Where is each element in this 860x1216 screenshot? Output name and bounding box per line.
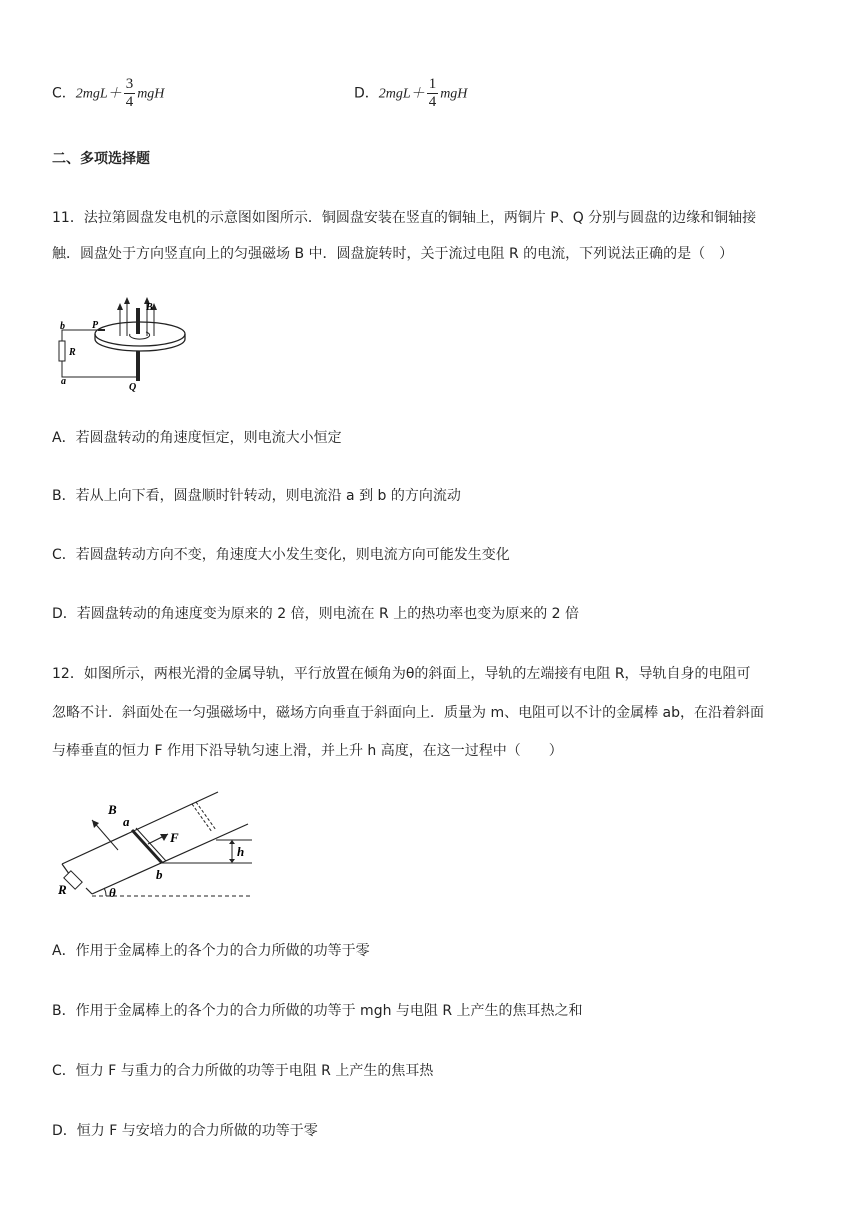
option-label: C． — [52, 85, 76, 102]
fraction-denominator: 4 — [125, 94, 134, 110]
q11-option-a: A．若圆盘转动的角速度恒定，则电流大小恒定 — [52, 430, 342, 446]
q10-option-d — [354, 76, 467, 111]
label-B: B — [146, 302, 153, 313]
label-h: h — [237, 844, 245, 859]
q10-option-c — [52, 76, 164, 111]
q12-option-c: C．恒力 F 与重力的合力所做的功等于电阻 R 上产生的焦耳热 — [52, 1063, 434, 1079]
label-b: b — [60, 321, 65, 332]
label-B: B — [108, 802, 117, 817]
math-expression: 2mgL＋ — [378, 86, 425, 102]
q11-option-d: D．若圆盘转动的角速度变为原来的 2 倍，则电流在 R 上的热功率也变为原来的 2 倍 — [52, 606, 580, 622]
math-expression: 2mgL＋ — [75, 86, 122, 102]
option-label: D． — [354, 85, 379, 102]
fraction-numerator: 1 — [428, 76, 437, 92]
q11-option-b: B．若从上向下看，圆盘顺时针转动，则电流沿 a 到 b 的方向流动 — [52, 488, 461, 504]
q12-option-d: D．恒力 F 与安培力的合力所做的功等于零 — [52, 1123, 318, 1139]
label-b: b — [156, 867, 163, 882]
fraction — [124, 76, 136, 111]
section-title: 二、多项选择题 — [52, 151, 150, 167]
label-F: F — [170, 830, 179, 845]
q12-stem-line2: 忽略不计．斜面处在一匀强磁场中，磁场方向垂直于斜面向上．质量为 m、电阻可以不计的金属棒 ab，在沿着斜面 — [52, 705, 765, 721]
label-a: a — [61, 376, 66, 387]
label-a: a — [123, 814, 130, 829]
fraction-denominator: 4 — [428, 94, 437, 110]
q12-stem-line3: 与棒垂直的恒力 F 作用下沿导轨匀速上滑，并上升 h 高度，在这一过程中（ ） — [52, 743, 563, 759]
label-P: P — [92, 320, 99, 331]
label-theta: θ — [109, 885, 116, 900]
q12-stem-line1: 12．如图所示，两根光滑的金属导轨，平行放置在倾角为θ的斜面上，导轨的左端接有电阻 R，导轨自身的电阻可 — [52, 666, 751, 682]
q12-option-a: A．作用于金属棒上的各个力的合力所做的功等于零 — [52, 943, 370, 959]
label-Q: Q — [129, 382, 137, 393]
q11-option-c: C．若圆盘转动方向不变，角速度大小发生变化，则电流方向可能发生变化 — [52, 547, 510, 563]
math-expression: mgH — [440, 86, 468, 102]
q12-inclined-rails-figure — [56, 784, 256, 904]
math-expression: mgH — [137, 86, 165, 102]
q11-stem-line2: 触．圆盘处于方向竖直向上的匀强磁场 B 中．圆盘旋转时，关于流过电阻 R 的电流，下列说法正确的是（ ） — [52, 246, 734, 262]
q11-faraday-disk-figure — [50, 296, 200, 396]
q11-stem-line1: 11．法拉第圆盘发电机的示意图如图所示．铜圆盘安装在竖直的铜轴上，两铜片 P、Q 分别与圆盘的边缘和铜轴接 — [52, 210, 757, 226]
label-R: R — [58, 882, 67, 897]
label-R: R — [69, 347, 76, 358]
fraction — [427, 76, 439, 111]
q12-option-b: B．作用于金属棒上的各个力的合力所做的功等于 mgh 与电阻 R 上产生的焦耳热之和 — [52, 1003, 583, 1019]
fraction-numerator: 3 — [125, 76, 134, 92]
